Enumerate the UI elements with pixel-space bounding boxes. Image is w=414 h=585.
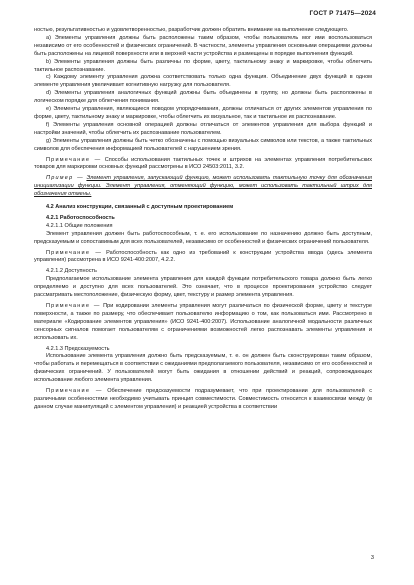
list-item-b: b) Элементы управления должны быть различны по форме, цвету, тактильному знаку и маркировке, чтобы облегчить тактильное распознавание. bbox=[34, 58, 372, 73]
note-text: Работоспособность как одно из требований к конструкции устройства ввода (здесь элемента управления) рассмотрена в ИСО 9241-400:2007, 4.2.2. bbox=[34, 249, 372, 264]
example bbox=[34, 175, 372, 199]
note-text: Способы использования тактильных точек и штрихов на элементах управления потребительских товаров для маркировки основных функций рассмотрены в ИСО 24503:2011, 3.2. bbox=[34, 156, 373, 171]
note-4 bbox=[34, 388, 372, 412]
note-label: Примечание — bbox=[46, 156, 102, 163]
note-2 bbox=[34, 250, 372, 266]
list-item-c: с) Каждому элементу управления должна соответствовать только одна функция. Объединение двух функций в одном элементе управления увеличивает когнитивную нагрузку для пользователя. bbox=[34, 74, 372, 89]
list-item-e: е) Элементы управления, являющиеся поводом упорядочивания, должны отличаться от других элементов управления по форме, цвету, тактильному знаку и маркировке, чтобы облегчить их визуальное, так и тактильное их распознавание. bbox=[34, 106, 372, 120]
page-number: 3 bbox=[370, 555, 374, 561]
note-3 bbox=[34, 303, 372, 343]
note-1 bbox=[34, 157, 372, 173]
document-body bbox=[34, 27, 372, 412]
document-header: ГОСТ Р 71475—2024 bbox=[309, 10, 376, 17]
example-label: Пример — bbox=[46, 175, 84, 182]
paragraph-operability: Элемент управления должен быть работоспособным, т. е. его использование по назначению должно быть доступным, предсказуемым и сопоставимым для всех пользователей, независимо от особенностей и физических ограничений пользователя. bbox=[34, 230, 372, 245]
list-item-f: f) Элементы управления основной операцией должны отличаться от элементов управления для выбора функций и настройки значений, чтобы облегчить их распознавание пользователем. bbox=[34, 121, 372, 136]
section-heading-4-2-1-2: 4.2.1.2 Доступность bbox=[46, 268, 97, 275]
paragraph-predictability: Использование элемента управления должно быть предсказуемым, т. е. он должен быть сконструирован таким образом, чтобы работать и перемещаться в соответствии с ожиданиями предполагаемого пользователя, независимо от его особенностей и физических ограничений. У пользователей могут быть ожидания в отношении действий и реакций, сопровождающих использование любого элемента управления. bbox=[34, 353, 372, 384]
note-label: Примечание — bbox=[46, 249, 103, 256]
list-item-a: а) Элементы управления должны быть расположены таким образом, чтобы пользователь мог ими воспользоваться независимо от его особенностей и физических ограничений. В частности, элементы управления основными операциями должны быть расположены на лицевой поверхности или в верхней части устройства и размещены в порядке выполнения функций. bbox=[34, 34, 372, 57]
section-heading-4-2: 4.2 Анализ конструкции, связанный с доступным проектированием bbox=[46, 204, 234, 211]
section-heading-4-2-1-1: 4.2.1.1 Общие положения bbox=[46, 222, 113, 229]
note-label: Примечание — bbox=[46, 303, 101, 309]
paragraph-intro: ностью, результативностью и удовлетворенностью, разработчик должен обратить внимание на выполнение следующего. bbox=[34, 27, 349, 33]
list-item-d: d) Элементы управления аналогичных функций должны быть объединены в группу, но должны быть расположены в логическом порядке для облегчения понимания. bbox=[34, 90, 372, 105]
note-text: При кодировании элементы управления могут различаться по физической форме, цвету и текстуре поверхности, а также по размеру, что обеспечивает пользователю информацию о том, как пользоваться ими. Рассмотрено в материале «Кодирование элементов управления» (ИСО 9241-400:2007). Использование аналогичной модальности различных сенсорных сигналов помогает пользователям с ограничениями возможностей легко распознавать элементы управления и использовать их. bbox=[34, 303, 372, 341]
list-item-g: g) Элементы управления должны быть четко обозначены с помощью визуальных символов или текстов, а также тактильных символов для обеспечения информацией пользователей с нарушением зрения. bbox=[34, 137, 372, 152]
note-text: Обеспечение предсказуемости подразумевает, что при проектировании для пользователей с различными особенностями необходимо учитывать принцип совместимости. Совместимость относится к взаимосвязи между (в данном случае манипуляций с элементом управления) и реакцией устройства в соответствии bbox=[34, 388, 373, 410]
note-label: Примечание — bbox=[46, 388, 103, 395]
section-heading-4-2-1: 4.2.1 Работоспособность bbox=[46, 214, 115, 221]
section-heading-4-2-1-3: 4.2.1.3 Предсказуемость bbox=[46, 345, 110, 352]
paragraph-accessibility: Предполагаемое использование элемента управления для каждой функции потребительского товара должно быть легко определяемо и доступно для всех пользователей. Это означает, что в процессе проектирования устройство следует рассматривать местоположение, физическую форму, цвет, текстуру и размер элемента управления. bbox=[34, 276, 372, 299]
example-text: Элемент управления, запускающий функцию, может использовать тактильную точку для обозначения инициализации функции. Элемент управления, отменяющий функцию, может использовать тактильный штрих для обозначения отмены. bbox=[34, 175, 373, 198]
